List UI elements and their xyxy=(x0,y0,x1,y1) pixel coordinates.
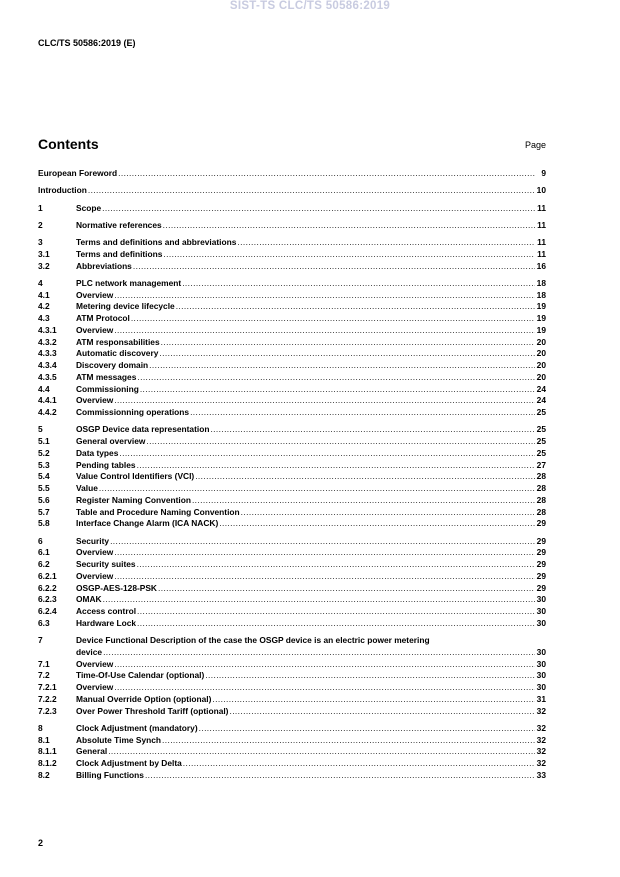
toc-entry-page: 19 xyxy=(536,301,546,312)
toc-entry-title-line2: device xyxy=(76,646,103,657)
dot-leader xyxy=(241,507,535,519)
toc-entry[interactable] xyxy=(38,261,546,273)
toc-entry-title: OSGP Device data representation xyxy=(76,424,210,435)
toc-entry[interactable] xyxy=(38,606,546,618)
dot-leader xyxy=(140,384,535,396)
toc-entry-title: Access control xyxy=(76,606,137,616)
toc-entry-page: 25 xyxy=(536,407,546,417)
dot-leader xyxy=(219,518,535,530)
toc-entry-number: 4.3.3 xyxy=(38,348,57,359)
toc-entry[interactable] xyxy=(38,220,546,232)
toc-entry-title: Discovery domain xyxy=(76,360,149,370)
dot-leader xyxy=(137,606,535,618)
toc-entry[interactable] xyxy=(38,618,546,630)
toc-entry-title: Value Control Identifiers (VCI) xyxy=(76,471,195,482)
toc-entry-title: Interface Change Alarm (ICA NACK) xyxy=(76,518,219,529)
toc-entry-page: 29 xyxy=(536,518,546,529)
toc-entry[interactable] xyxy=(38,384,546,396)
toc-entry[interactable] xyxy=(38,424,546,436)
dot-leader xyxy=(114,547,535,559)
toc-entry[interactable] xyxy=(38,203,546,215)
toc-entry-page: 20 xyxy=(536,360,546,370)
toc-entry-title: Hardware Lock xyxy=(76,617,137,628)
dot-leader xyxy=(114,659,535,671)
dot-leader xyxy=(137,372,535,384)
toc-entry-number: 5.3 xyxy=(38,459,50,470)
dot-leader xyxy=(137,618,535,630)
toc-entry-page: 29 xyxy=(536,547,546,558)
toc-entry-page: 30 xyxy=(536,606,546,616)
toc-entry-number: 4.3.4 xyxy=(38,360,57,370)
toc-entry[interactable] xyxy=(38,706,546,718)
toc-entry[interactable] xyxy=(38,518,546,530)
dot-leader xyxy=(137,460,535,472)
dot-leader xyxy=(212,694,535,706)
toc-entry-title: Over Power Threshold Tariff (optional) xyxy=(76,705,229,716)
toc-entry[interactable] xyxy=(38,559,546,571)
dot-leader xyxy=(161,337,535,349)
toc-entry[interactable] xyxy=(38,249,546,261)
dot-leader xyxy=(199,723,535,735)
toc-entry[interactable] xyxy=(38,290,546,302)
dot-leader xyxy=(103,647,535,659)
toc-entry-page: 16 xyxy=(536,260,546,271)
toc-entry[interactable] xyxy=(38,536,546,548)
toc-entry-title: Clock Adjustment by Delta xyxy=(76,758,182,768)
table-of-contents xyxy=(38,168,546,782)
toc-entry[interactable] xyxy=(38,448,546,460)
toc-entry[interactable] xyxy=(38,583,546,595)
toc-entry[interactable] xyxy=(38,694,546,706)
toc-entry-number: 4.3.2 xyxy=(38,336,57,347)
toc-entry-number: 5.6 xyxy=(38,494,50,505)
toc-entry-title: Clock Adjustment (mandatory) xyxy=(76,722,198,733)
dot-leader xyxy=(183,758,535,770)
dot-leader xyxy=(88,185,535,197)
toc-entry-page: 28 xyxy=(536,506,546,517)
toc-entry-title: Metering device lifecycle xyxy=(76,301,175,312)
toc-entry-page: 25 xyxy=(536,424,546,435)
toc-entry-title: Overview xyxy=(76,289,114,300)
toc-entry-number: 7.2 xyxy=(38,670,50,681)
toc-entry-title: Scope xyxy=(76,202,102,213)
toc-entry-page: 24 xyxy=(536,395,546,406)
toc-entry[interactable] xyxy=(38,325,546,337)
toc-entry-page: 19 xyxy=(536,324,546,335)
toc-entry[interactable] xyxy=(38,471,546,483)
toc-entry-number: 5.1 xyxy=(38,436,50,446)
toc-entry[interactable] xyxy=(38,360,546,372)
toc-entry-number: 6.1 xyxy=(38,547,50,558)
toc-entry-title: Overview xyxy=(76,570,114,581)
toc-entry-page: 27 xyxy=(536,459,546,470)
toc-entry[interactable] xyxy=(38,348,546,360)
toc-entry-title: PLC network management xyxy=(76,277,182,288)
toc-entry-number: 5.7 xyxy=(38,506,50,517)
toc-entry[interactable] xyxy=(38,483,546,495)
toc-entry-number: 4 xyxy=(38,277,43,288)
toc-entry[interactable] xyxy=(38,758,546,770)
dot-leader xyxy=(114,571,535,583)
toc-entry-title: Overview xyxy=(76,395,114,406)
toc-entry-number: 5.8 xyxy=(38,518,50,529)
toc-entry-title: General overview xyxy=(76,436,146,446)
dot-leader xyxy=(102,203,535,215)
dot-leader xyxy=(163,249,535,261)
toc-entry-number: 6.2.4 xyxy=(38,606,57,616)
dot-leader xyxy=(146,436,535,448)
toc-entry-page: 24 xyxy=(536,383,546,394)
toc-entry-page: 28 xyxy=(536,494,546,505)
toc-entry-number: 6.2.2 xyxy=(38,582,57,593)
toc-entry-title: Security xyxy=(76,535,110,546)
dot-leader xyxy=(192,495,535,507)
dot-leader xyxy=(149,360,535,372)
page-column-label: Page xyxy=(524,140,546,150)
toc-entry-title: Overview xyxy=(76,547,114,558)
dot-leader xyxy=(118,168,535,180)
toc-entry-page: 30 xyxy=(536,594,546,605)
toc-entry-number: 4.3.1 xyxy=(38,324,57,335)
toc-entry[interactable] xyxy=(38,185,546,197)
toc-entry[interactable] xyxy=(38,168,546,180)
toc-entry-title: Normative references xyxy=(76,219,162,230)
toc-entry-page: 11 xyxy=(537,202,546,213)
toc-entry-wrapped[interactable] xyxy=(38,635,546,647)
dot-leader xyxy=(205,670,535,682)
toc-entry-title: Value xyxy=(76,483,98,493)
dot-leader xyxy=(163,220,535,232)
toc-entry-number: 3.2 xyxy=(38,260,50,271)
toc-entry-number: 7 xyxy=(38,635,43,645)
toc-entry-number: 6.2.1 xyxy=(38,570,57,581)
toc-entry-number: 1 xyxy=(38,202,43,213)
toc-entry[interactable] xyxy=(38,313,546,325)
dot-leader xyxy=(145,770,535,782)
toc-entry-number: 4.2 xyxy=(38,301,50,312)
toc-entry[interactable] xyxy=(38,770,546,782)
toc-entry[interactable] xyxy=(38,670,546,682)
toc-entry-page: 20 xyxy=(536,371,546,382)
dot-leader xyxy=(99,483,535,495)
toc-entry-page: 19 xyxy=(536,313,546,323)
toc-entry-title: Terms and definitions xyxy=(76,248,163,259)
toc-entry-page: 30 xyxy=(536,658,546,669)
toc-entry-page: 29 xyxy=(536,559,546,569)
dot-leader xyxy=(182,278,535,290)
toc-entry-title: Billing Functions xyxy=(76,769,144,780)
toc-entry-title: Overview xyxy=(76,658,114,669)
toc-entry-number: 6.3 xyxy=(38,617,50,628)
toc-entry-page: 32 xyxy=(536,758,546,768)
toc-entry-number: 6 xyxy=(38,535,43,546)
toc-entry-number: 2 xyxy=(38,219,43,230)
toc-entry-title: General xyxy=(76,746,108,757)
toc-entry-page: 20 xyxy=(536,336,546,347)
toc-entry[interactable] xyxy=(38,594,546,606)
toc-entry-page: 31 xyxy=(536,693,546,704)
toc-entry[interactable] xyxy=(38,407,546,419)
toc-entry[interactable] xyxy=(38,337,546,349)
toc-entry-number: 5.2 xyxy=(38,447,50,458)
toc-entry-page: 30 xyxy=(536,682,546,692)
dot-leader xyxy=(114,325,535,337)
footer-page-number: 2 xyxy=(38,838,44,848)
toc-entry-title: Commissionning operations xyxy=(76,407,190,417)
toc-entry-number: 4.3 xyxy=(38,313,50,323)
toc-entry-page: 11 xyxy=(537,237,546,247)
toc-entry-title-line1: Device Functional Description of the case the OSGP device is an electric power metering xyxy=(76,635,430,645)
toc-entry-page: 11 xyxy=(537,248,546,259)
toc-entry-title: ATM Protocol xyxy=(76,313,130,323)
toc-entry-number: 3 xyxy=(38,237,43,247)
toc-entry-page: 29 xyxy=(536,570,546,581)
toc-entry[interactable] xyxy=(38,460,546,472)
toc-entry-number: 8 xyxy=(38,722,43,733)
toc-entry-number: 4.4.2 xyxy=(38,407,57,417)
toc-entry-title: European Foreword xyxy=(38,168,118,178)
toc-entry[interactable] xyxy=(38,278,546,290)
toc-entry-title: OMAK xyxy=(76,594,102,605)
dot-leader xyxy=(114,682,535,694)
toc-entry-title: Register Naming Convention xyxy=(76,494,191,505)
toc-entry-title: Overview xyxy=(76,682,114,692)
toc-entry-number: 7.1 xyxy=(38,658,50,669)
document-id: CLC/TS 50586:2019 (E) xyxy=(38,38,136,48)
toc-entry-number: 7.2.3 xyxy=(38,705,57,716)
toc-entry-title: Commissioning xyxy=(76,383,139,394)
toc-entry-number: 5 xyxy=(38,424,43,435)
dot-leader xyxy=(210,424,535,436)
toc-entry[interactable] xyxy=(38,507,546,519)
toc-entry-number: 8.1 xyxy=(38,734,50,745)
toc-entry-number: 4.3.5 xyxy=(38,371,57,382)
toc-entry-title: Abbreviations xyxy=(76,260,132,271)
toc-entry-number: 6.2 xyxy=(38,559,50,569)
toc-entry-page: 32 xyxy=(536,746,546,757)
toc-entry[interactable] xyxy=(38,571,546,583)
toc-entry-number: 8.1.1 xyxy=(38,746,57,757)
toc-entry[interactable] xyxy=(38,723,546,735)
dot-leader xyxy=(190,407,535,419)
toc-entry-title: Pending tables xyxy=(76,459,136,470)
toc-entry-number: 5.5 xyxy=(38,483,50,493)
dot-leader xyxy=(131,313,535,325)
toc-entry-number: 7.2.2 xyxy=(38,693,57,704)
toc-entry-title: Manual Override Option (optional) xyxy=(76,693,212,704)
toc-entry[interactable] xyxy=(38,301,546,313)
toc-entry-page: 30 xyxy=(536,646,546,657)
dot-leader xyxy=(110,536,535,548)
watermark: SIST-TS CLC/TS 50586:2019 xyxy=(229,0,391,12)
dot-leader xyxy=(237,237,535,249)
toc-entry-number: 3.1 xyxy=(38,248,50,259)
toc-entry-page: 32 xyxy=(536,722,546,733)
toc-entry-title: Table and Procedure Naming Convention xyxy=(76,506,240,517)
toc-entry-number: 7.2.1 xyxy=(38,682,57,692)
toc-entry-page: 20 xyxy=(536,348,546,359)
toc-entry-number: 4.4 xyxy=(38,383,50,394)
toc-entry-title: ATM messages xyxy=(76,371,137,382)
toc-entry-title: Data types xyxy=(76,447,119,458)
dot-leader xyxy=(114,395,535,407)
toc-entry[interactable] xyxy=(38,237,546,249)
toc-entry-title: Absolute Time Synch xyxy=(76,734,162,745)
toc-entry-page: 30 xyxy=(536,670,546,681)
dot-leader xyxy=(114,290,535,302)
toc-entry-page: 9 xyxy=(541,168,546,178)
toc-entry-page: 28 xyxy=(536,483,546,493)
dot-leader xyxy=(137,559,535,571)
dot-leader xyxy=(195,471,535,483)
toc-entry-page: 29 xyxy=(536,582,546,593)
toc-entry-page: 25 xyxy=(536,447,546,458)
toc-entry-number: 5.4 xyxy=(38,471,50,482)
dot-leader xyxy=(103,594,535,606)
toc-entry-page: 18 xyxy=(536,289,546,300)
toc-entry[interactable] xyxy=(38,746,546,758)
contents-title: Contents xyxy=(38,136,99,152)
toc-entry-page: 32 xyxy=(536,705,546,716)
toc-entry[interactable] xyxy=(38,735,546,747)
dot-leader xyxy=(158,583,535,595)
toc-entry[interactable] xyxy=(38,372,546,384)
toc-entry-wrapped-continuation[interactable] xyxy=(38,647,546,659)
toc-entry-number: 6.2.3 xyxy=(38,594,57,605)
dot-leader xyxy=(119,448,535,460)
toc-entry-page: 25 xyxy=(536,436,546,446)
toc-entry-number: 4.4.1 xyxy=(38,395,57,406)
toc-entry[interactable] xyxy=(38,495,546,507)
toc-entry-page: 33 xyxy=(536,769,546,780)
toc-entry-page: 18 xyxy=(536,277,546,288)
dot-leader xyxy=(133,261,535,273)
toc-entry-number: 8.2 xyxy=(38,769,50,780)
dot-leader xyxy=(229,706,535,718)
toc-entry-title: Introduction xyxy=(38,185,87,196)
toc-entry-page: 11 xyxy=(537,219,546,230)
toc-entry-page: 32 xyxy=(536,734,546,745)
dot-leader xyxy=(108,746,535,758)
dot-leader xyxy=(162,735,535,747)
toc-entry-page: 10 xyxy=(536,185,546,196)
toc-entry[interactable] xyxy=(38,659,546,671)
toc-entry-page: 29 xyxy=(536,535,546,546)
toc-entry-title: OSGP-AES-128-PSK xyxy=(76,582,157,593)
toc-entry[interactable] xyxy=(38,547,546,559)
toc-entry-title: Time-Of-Use Calendar (optional) xyxy=(76,670,205,681)
toc-entry-title: Security suites xyxy=(76,559,136,569)
dot-leader xyxy=(159,348,535,360)
toc-entry-title: Terms and definitions and abbreviations xyxy=(76,237,237,247)
toc-entry-title: Overview xyxy=(76,324,114,335)
toc-entry-number: 8.1.2 xyxy=(38,758,57,768)
toc-entry[interactable] xyxy=(38,682,546,694)
toc-entry-page: 28 xyxy=(536,471,546,482)
toc-entry-title: Automatic discovery xyxy=(76,348,159,359)
toc-entry-number: 4.1 xyxy=(38,289,50,300)
toc-entry-page: 30 xyxy=(536,617,546,628)
toc-entry[interactable] xyxy=(38,436,546,448)
toc-entry[interactable] xyxy=(38,395,546,407)
toc-entry-title: ATM responsabilities xyxy=(76,336,160,347)
dot-leader xyxy=(176,301,535,313)
